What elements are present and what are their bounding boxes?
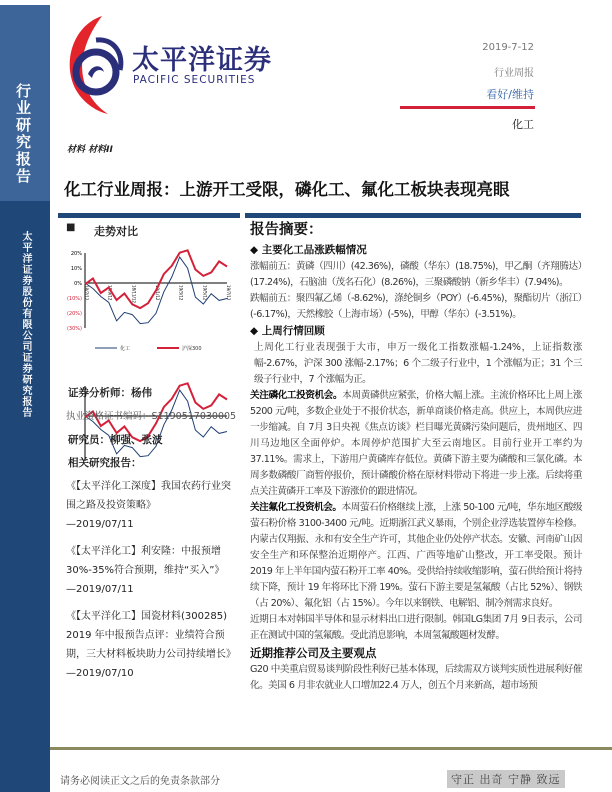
- section-heading: ◆ 上周行情回顾: [250, 325, 325, 337]
- trend-chart: [55, 245, 240, 360]
- diamond-bullet-icon: ◆: [250, 325, 262, 337]
- related-report-title[interactable]: 《【太平洋化工深度】我国农药行业突围之路及投资策略》: [66, 481, 231, 511]
- y-tick-label: 0%: [74, 281, 82, 287]
- analyst-license: 执业资格证书编码：S1190517030005: [66, 411, 237, 422]
- related-report-date: —2019/07/11: [66, 519, 134, 530]
- disclaimer-link[interactable]: 请务必阅读正文之后的免责条款部分: [60, 776, 220, 787]
- header-divider: [400, 106, 535, 109]
- report-summary: [250, 220, 582, 694]
- sidebar-bottom-label: 太平洋证券股份有限公司证券研究报告: [20, 231, 31, 418]
- right-rule: [245, 213, 581, 218]
- sidebar-top-label: 行业研究报告: [14, 83, 32, 185]
- report-date: 2019-7-12: [482, 42, 534, 53]
- x-tick-label: 19/1/12: [155, 285, 160, 301]
- footer-divider: [50, 747, 612, 750]
- related-report-date: —2019/07/11: [66, 584, 134, 595]
- summary-paragraph: G20 中美重启贸易谈判阶段性利好已基本体现，后续需双方谈判实质性进展利好催化。美国 6 月非农就业人口增加22.4 万人，创五个月来新高，超市场预: [250, 664, 582, 691]
- company-slogan: 守正 出奇 宁静 致远: [447, 770, 565, 788]
- y-tick-label: (20%): [66, 311, 82, 317]
- x-tick-label: 18/7/12: [84, 285, 89, 301]
- related-reports-list: [66, 477, 238, 691]
- y-tick-label: 20%: [70, 251, 82, 257]
- sector-label: 化工: [512, 118, 534, 131]
- related-report[interactable]: [66, 542, 238, 599]
- related-reports-heading: 相关研究报告：: [68, 457, 142, 469]
- legend-label: 沪深300: [182, 346, 202, 352]
- y-tick-label: (30%): [66, 326, 82, 332]
- y-tick-label: 10%: [70, 266, 82, 272]
- x-tick-label: 19/5/12: [202, 285, 208, 301]
- summary-paragraph: 跌幅前五：聚四氟乙烯（-8.62%)，涤纶铜乡（POY）(-6.45%)，聚酯切片（浙江）(-6.17%)，天然橡胶（上海市场）(-5%)，甲醇（华东）(-3.51%)。: [250, 293, 582, 320]
- summary-paragraph: 涨幅前五：黄磷（四川）(42.36%)，磷酸（华东）(18.75%)，甲乙酮（齐翔腾达）(17.24%)，石脑油（茂名石化）(8.26%)，三聚磷酸钠（新乡华丰）(7.94%)。: [250, 261, 582, 288]
- brand-name-cn: 太平洋证券: [132, 45, 272, 76]
- related-report-title[interactable]: 《【太平洋化工】国瓷材料(300285) 2019 年中报预告点评：业绩符合预期，三大材料板块助力公司持续增长》: [66, 611, 236, 660]
- researchers: 研究员：柳强、张波: [68, 434, 163, 446]
- sidebar-top-band: [0, 5, 50, 201]
- related-report-date: —2019/07/10: [66, 668, 134, 679]
- left-rule: [58, 213, 240, 218]
- related-report[interactable]: [66, 477, 238, 534]
- x-tick-label: 18/11/12: [131, 285, 137, 303]
- x-tick-label: 19/3/12: [178, 285, 184, 301]
- summary-paragraph: 上周化工行业表现强于大市，申万一级化工指数涨幅-1.24%，上证指数涨幅-2.67%，沪深 300 涨幅-2.17%；6 个二级子行业中，1 个涨幅为正；31 个三级子行业中，7 个涨幅为正。: [254, 342, 582, 385]
- summary-paragraph: 关注磷化工投资机会。本周黄磷供应紧张，价格大幅上涨。主流价格环比上周上涨 5200 元/吨，多数企业处于不报价状态，新单商谈价格走高。供应上，本周供应进一步缩减。自 7月 3日央视《焦点访谈》栏目曝光黄磷污染问题后，贵州地区、四川马边地区全面停炉。本周停炉范围扩大至云南地区。目前行业开工率约为 37.11%。需求上，下游用户黄磷库存低位。黄磷下游主要为磷酸和三氯化磷。本周多数磷酸厂商暂停报价，预计磷酸价格在原材料带动下将进一步上涨。后续将重点关注黄磷开工率及下游涨价的跟进情况。: [250, 390, 583, 497]
- summary-heading: 报告摘要：: [250, 222, 323, 238]
- page-title: 化工行业周报：上游开工受限，磷化工、氟化工板块表现亮眼: [64, 180, 510, 199]
- category: 材料 材料II: [67, 145, 113, 155]
- y-tick-label: (10%): [66, 296, 82, 302]
- diamond-bullet-icon: ◆: [250, 244, 262, 256]
- section-heading: 近期推荐公司及主要观点: [250, 646, 377, 660]
- related-report[interactable]: [66, 607, 238, 683]
- report-type: 行业周报: [494, 68, 534, 79]
- summary-paragraph: 关注氟化工投资机会。本周萤石价格继续上涨，上涨 50-100 元/吨，华东地区酸级萤石粉价格 3100-3400 元/吨。近期浙江武义暴雨，个别企业浮选装置停车检修。内蒙古仅翔振、永和有安全生产许可，其他企业仍处停产状态。安徽、河南矿山因安全生产和环保整治近期停产。江西、广西等地矿山整改，开工率受限。预计 2019 年上半年国内萤石粉开工率 40%。受供给持续收缩影响，萤石供给预计将持续下降，预计 19 年将环比下滑 19%。萤石下游主要是氢氟酸（占比 52%）、钢铁（占 20%）、氟化铝（占 15%）。今年以来钢铁、电解铝、制冷剂需求良好。: [250, 502, 583, 609]
- section-heading: ◆ 主要化工品涨跌幅情况: [250, 244, 367, 256]
- summary-paragraph: 近期日本对韩国半导体和显示材料出口进行限制。韩国LG集团 7月 9日表示，公司正在测试中国的氢氟酸。受此消息影响，本周氢氟酸题材发酵。: [250, 614, 582, 641]
- x-tick-label: 19/7/12: [226, 285, 231, 301]
- x-tick-label: 18/9/12: [107, 285, 113, 301]
- company-logo-icon: [62, 14, 130, 114]
- brand-name-en: PACIFIC SECURITIES: [133, 74, 256, 86]
- rating: 看好/维持: [486, 88, 534, 101]
- chart-heading: 走势对比: [94, 225, 138, 238]
- analyst-name: 证券分析师：杨伟: [68, 387, 152, 399]
- related-report-title[interactable]: 《【太平洋化工】利安隆：中报预增30%-35%符合预期，维持“买入”》: [66, 546, 225, 576]
- square-bullet-icon: ■: [66, 222, 76, 233]
- legend-label: 化工: [120, 346, 131, 352]
- sidebar-bottom-band: [0, 201, 50, 792]
